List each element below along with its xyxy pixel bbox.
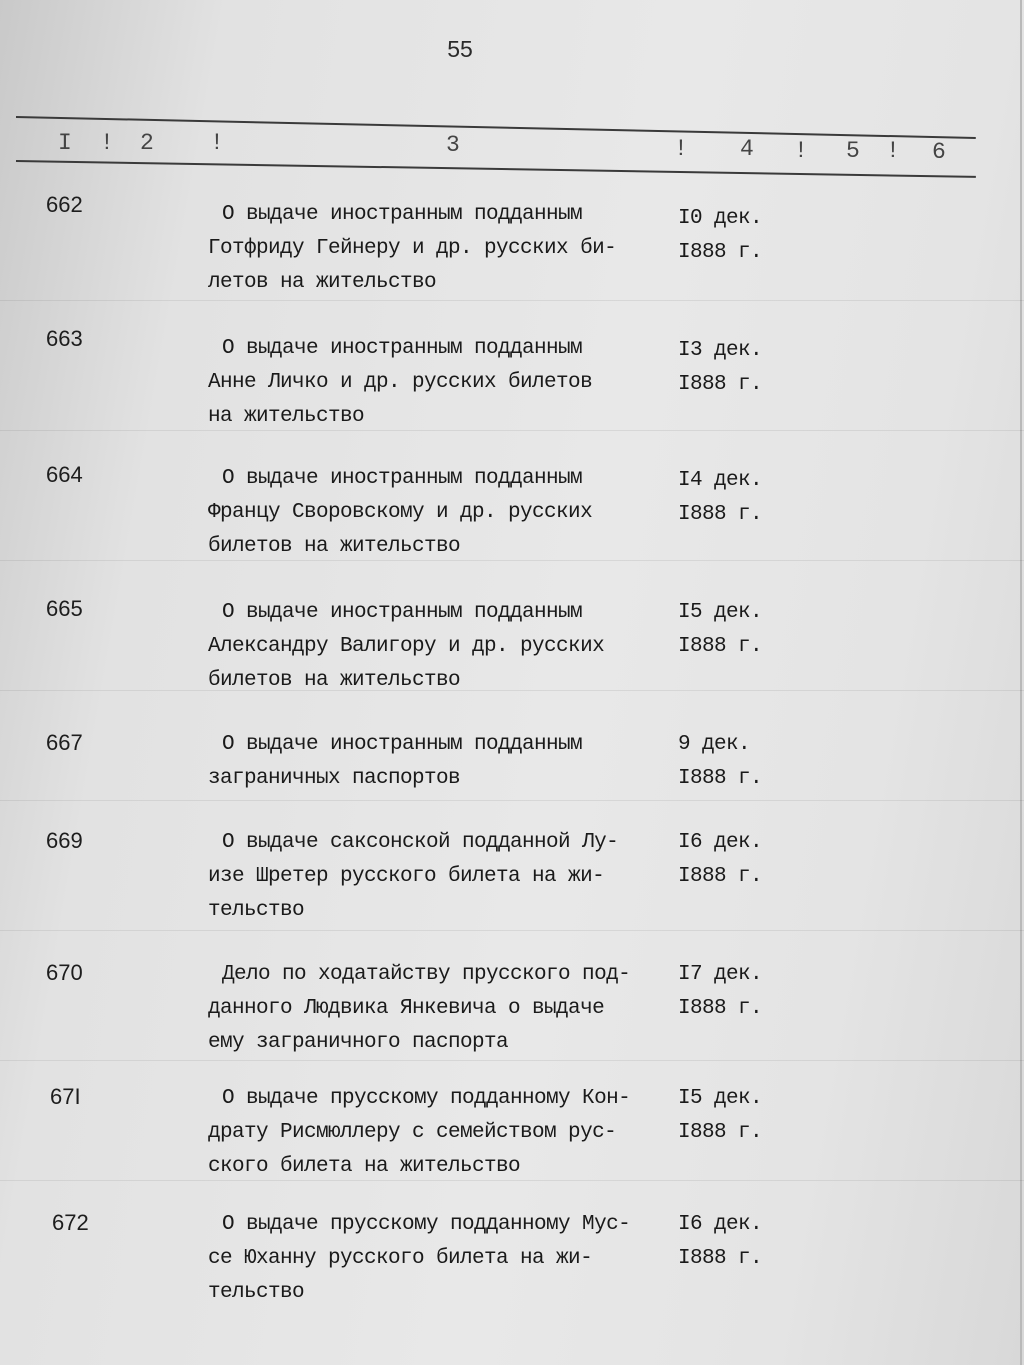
entry-description (208, 1084, 678, 1184)
description-line: О выдаче саксонской подданной Лу- (222, 831, 619, 854)
entry-number: 662 (46, 192, 83, 217)
entry-date (678, 828, 798, 894)
entry-date (678, 326, 798, 402)
date-year: I888 г. (678, 635, 763, 658)
description-line: Францу Своровскому и др. русских (208, 501, 593, 524)
description-line: О выдаче прусскому подданному Кон- (222, 1087, 631, 1110)
description-line: летов на жительство (208, 271, 437, 294)
date-year: I888 г. (678, 1121, 763, 1144)
entry-number: 664 (46, 462, 83, 487)
column-separator: ! (794, 138, 808, 164)
description-line: на жительство (208, 405, 365, 428)
description-line: Александру Валигору и др. русских (208, 635, 605, 658)
entry-date (678, 596, 798, 664)
date-day-month: I4 дек. (678, 469, 763, 492)
entry-number: 672 (52, 1210, 89, 1235)
entry-number: 67I (50, 1084, 81, 1109)
column-separator: ! (674, 136, 688, 162)
date-year: I888 г. (678, 997, 763, 1020)
entry-date (678, 730, 798, 796)
description-line: О выдаче иностранным подданным (222, 467, 583, 490)
entry-number: 669 (46, 828, 83, 853)
column-header-4: 4 (740, 136, 754, 162)
date-year: I888 г. (678, 241, 763, 264)
date-day-month: I6 дек. (678, 831, 763, 854)
bleed-through-line (0, 930, 1024, 931)
column-header-5: 5 (846, 138, 860, 164)
date-day-month: I5 дек. (678, 601, 763, 624)
date-year: I888 г. (678, 865, 763, 888)
description-line: данного Людвика Янкевича о выдаче (208, 997, 605, 1020)
date-day-month: 9 дек. (678, 733, 751, 756)
description-line: О выдаче иностранным подданным (222, 203, 583, 226)
column-header-1: I (58, 130, 72, 156)
description-line: билетов на жительство (208, 669, 461, 692)
entry-description (208, 192, 678, 300)
entry-number: 667 (46, 730, 83, 755)
column-header-row (0, 130, 1024, 166)
description-line: О выдаче иностранным подданным (222, 733, 583, 756)
date-day-month: I3 дек. (678, 339, 763, 362)
bleed-through-line (0, 1060, 1024, 1061)
entry-date (678, 192, 798, 270)
column-header-6: 6 (932, 139, 946, 165)
date-year: I888 г. (678, 767, 763, 790)
date-day-month: I0 дек. (678, 207, 763, 230)
description-line: се Юханну русского билета на жи- (208, 1247, 593, 1270)
description-line: Дело по ходатайству прусского под- (222, 963, 631, 986)
column-header-3: 3 (446, 132, 460, 158)
entry-date (678, 1210, 798, 1276)
date-day-month: I5 дек. (678, 1087, 763, 1110)
entry-description (208, 596, 678, 698)
description-line: Анне Личко и др. русских билетов (208, 371, 593, 394)
description-line: О выдаче иностранным подданным (222, 337, 583, 360)
entry-number: 670 (46, 960, 83, 985)
entry-description (208, 462, 678, 564)
page-number: 55 (447, 36, 473, 62)
description-line: изе Шретер русского билета на жи- (208, 865, 605, 888)
entry-description (208, 326, 678, 434)
description-line: ского билета на жительство (208, 1155, 521, 1178)
column-separator: ! (100, 130, 114, 156)
description-line: драту Рисмюллеру с семейством рус- (208, 1121, 617, 1144)
entry-description (208, 828, 678, 928)
entry-date (678, 960, 798, 1026)
description-line: ему заграничного паспорта (208, 1031, 509, 1054)
description-line: тельство (208, 899, 305, 922)
description-line: Готфриду Гейнеру и др. русских би- (208, 237, 617, 260)
bleed-through-line (0, 800, 1024, 801)
entry-date (678, 462, 798, 532)
entry-number: 663 (46, 326, 83, 351)
entry-date (678, 1084, 798, 1150)
column-separator: ! (210, 130, 224, 156)
column-separator: ! (886, 138, 900, 164)
description-line: тельство (208, 1281, 305, 1304)
entry-description (208, 1210, 678, 1310)
entry-number: 665 (46, 596, 83, 621)
description-line: заграничных паспортов (208, 767, 461, 790)
page-edge (1020, 0, 1022, 1365)
date-year: I888 г. (678, 373, 763, 396)
column-header-2: 2 (140, 130, 154, 156)
entry-description (208, 730, 678, 796)
date-day-month: I7 дек. (678, 963, 763, 986)
date-year: I888 г. (678, 503, 763, 526)
entry-description (208, 960, 678, 1060)
description-line: О выдаче иностранным подданным (222, 601, 583, 624)
description-line: билетов на жительство (208, 535, 461, 558)
date-year: I888 г. (678, 1247, 763, 1270)
date-day-month: I6 дек. (678, 1213, 763, 1236)
description-line: О выдаче прусскому подданному Мус- (222, 1213, 631, 1236)
bleed-through-line (0, 300, 1024, 301)
